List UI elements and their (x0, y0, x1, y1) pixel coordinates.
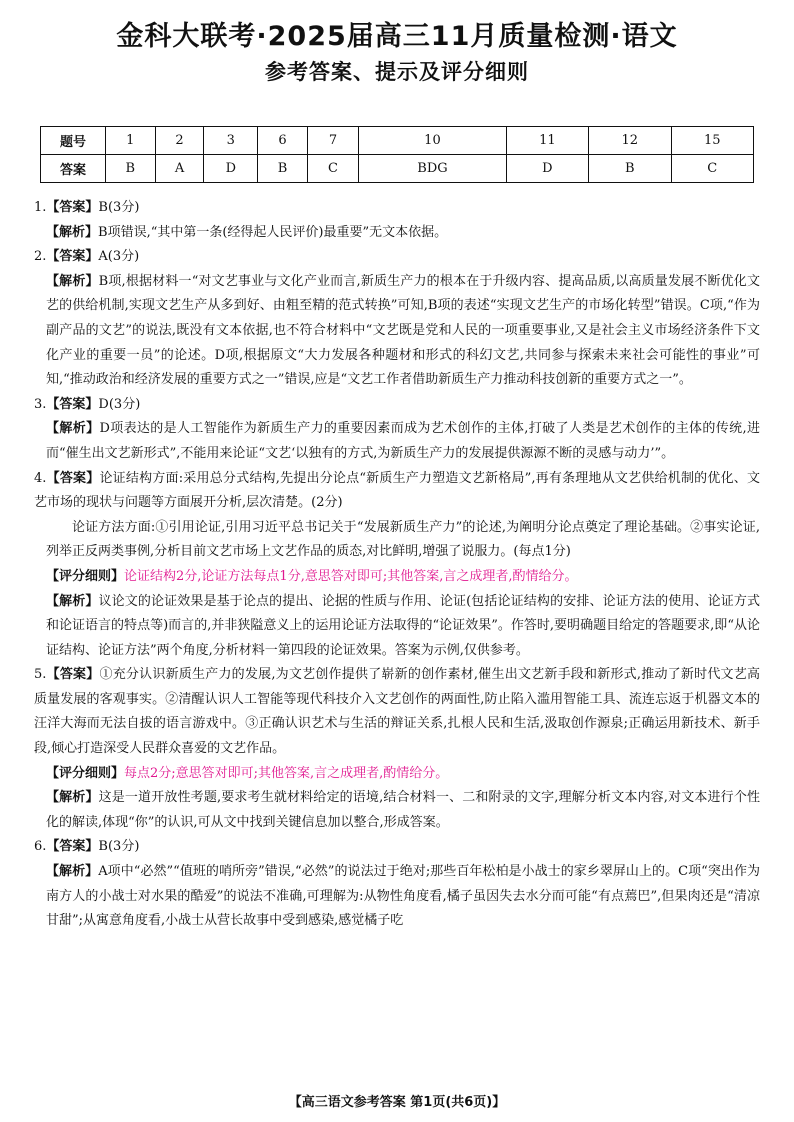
scoring-text: 论证结构2分,论证方法每点1分,意思答对即可;其他答案,言之成理者,酌情给分。 (124, 568, 578, 584)
question-number-label: 3. (34, 396, 47, 412)
answer-cell: D (204, 155, 258, 183)
analysis-tag: 【解析】 (46, 273, 99, 289)
question-number-label: 6. (34, 839, 47, 855)
question-number: 10 (359, 127, 506, 155)
answer-cell: A (155, 155, 204, 183)
page-subtitle: 参考答案、提示及评分细则 (265, 60, 529, 84)
q4-analysis (34, 590, 760, 664)
answer-text: B(3分) (98, 839, 140, 855)
question-number-label: 5. (34, 667, 47, 683)
answer-tag: 【答案】 (46, 470, 100, 486)
q3-answer (34, 393, 760, 418)
q4-scoring (34, 565, 760, 590)
question-number: 11 (506, 127, 588, 155)
question-number-label: 2. (34, 249, 47, 265)
q1-analysis (34, 221, 760, 246)
answer-body (34, 196, 760, 934)
answer-tag: 【答案】 (46, 839, 99, 855)
answer-tag: 【答案】 (46, 667, 100, 683)
q2-answer (34, 245, 760, 270)
q5-analysis (34, 786, 760, 835)
question-number: 1 (106, 127, 156, 155)
question-number-label: 4. (34, 470, 47, 486)
page-footer: 【高三语文参考答案 第1页(共6页)】 (288, 1095, 506, 1110)
q3-analysis (34, 417, 760, 466)
analysis-tag: 【解析】 (46, 864, 99, 880)
analysis-text: 议论文的论证效果是基于论点的提出、论据的性质与作用、论证(包括论证结构的安排、论证方法的使用、论证方式和论证语言的特点等)而言的,并非狭隘意义上的运用论证方法取得的“论证效果”。作答时,要明确题目给定的答题要求,即“从论证结构、论证方法”两个角度,分析材料一第四段的论证效果。答案为示例,仅供参考。 (46, 593, 760, 658)
analysis-text: 这是一道开放性考题,要求考生就材料给定的语境,结合材料一、二和附录的文字,理解分析文本内容,对文本进行个性化的解读,体现“你”的认识,可从文中找到关键信息加以整合,形成答案。 (46, 790, 760, 830)
answer-tag: 【答案】 (46, 396, 99, 412)
answer-cell: D (506, 155, 588, 183)
analysis-text: D项表达的是人工智能作为新质生产力的重要因素而成为艺术创作的主体,打破了人类是艺术创作的主体的传统,进而“催生出文艺新形式”,不能用来论证“文艺‘以独有的方式,为新质生产力的发展提供源源不断的灵感与动力’”。 (46, 421, 760, 461)
q5-scoring (34, 762, 760, 787)
q6-analysis (34, 860, 760, 934)
answer-cell: B (258, 155, 308, 183)
answer-cell: B (589, 155, 671, 183)
analysis-text: B项错误,“其中第一条(经得起人民评价)最重要”无文本依据。 (98, 224, 448, 240)
answer-text: ①充分认识新质生产力的发展,为文艺创作提供了崭新的创作素材,催生出文艺新手段和新形式,推动了新时代文艺高质量发展的客观事实。②清醒认识人工智能等现代科技介入文艺创作的两面性,防止陷入滥用智能工具、流连忘返于机器文本的汪洋大海而无法自拔的语言游戏中。③正确认识艺术与生活的辩证关系,扎根人民和生活,汲取创作源泉;正确运用新技术、新手段,倾心打造深受人民群众喜爱的文艺作品。 (34, 667, 760, 757)
q1-answer (34, 196, 760, 221)
analysis-text: A项中“必然”“值班的哨所旁”错误,“必然”的说法过于绝对;那些百年松柏是小战士的家乡翠屏山上的。C项“突出作为南方人的小战士对水果的酷爱”的说法不准确,可理解为:从物性角度看,橘子虽因失去水分而可能“有点蔫巴”,但果肉还是“清凉甘甜”;从寓意角度看,小战士从营长故事中受到感染,感觉橘子吃 (46, 864, 760, 929)
q2-analysis (34, 270, 760, 393)
answer-cell: C (307, 155, 358, 183)
q6-answer (34, 835, 760, 860)
analysis-tag: 【解析】 (46, 421, 100, 437)
answer-text: 论证结构方面:采用总分式结构,先提出分论点“新质生产力塑造文艺新格局”,再有条理地从文艺供给机制的优化、文艺市场的现状与问题等方面展开分析,层次清楚。(2分) (34, 470, 760, 511)
q5-answer (34, 663, 760, 761)
answer-table-answer-row (41, 155, 754, 183)
answer-tag: 【答案】 (46, 249, 99, 265)
answer-cell: B (106, 155, 156, 183)
analysis-tag: 【解析】 (46, 790, 99, 806)
answer-cell: C (671, 155, 753, 183)
page-title: 金科大联考·2025届高三11月质量检测·语文 (116, 21, 678, 52)
question-number: 15 (671, 127, 753, 155)
q4-answer-continued: 论证方法方面:①引用论证,引用习近平总书记关于“发展新质生产力”的论述,为阐明分论点奠定了理论基础。②事实论证,列举正反两类事例,分析目前文艺市场上文艺作品的质态,对比鲜明,增强了说服力。(每点1分) (46, 519, 760, 560)
row-label-numbers: 题号 (41, 127, 106, 155)
answer-text: A(3分) (98, 249, 140, 265)
scoring-text: 每点2分;意思答对即可;其他答案,言之成理者,酌情给分。 (124, 765, 449, 781)
question-number-label: 1. (34, 200, 47, 215)
analysis-text: B项,根据材料一“对文艺事业与文化产业而言,新质生产力的根本在于升级内容、提高品质,以高质量发展不断优化文艺的供给机制,实现文艺生产从多到好、由粗至精的范式转换”可知,B项的表述“实现文艺生产的市场化转型”错误。C项,“作为副产品的文艺”的说法,既没有文本依据,也不符合材料中“文艺既是党和人民的一项重要事业,又是社会主义市场经济条件下文化产业的重要一员”的论述。D项,根据原文“大力发展各种题材和形式的科幻文艺,共同参与探索未来社会可能性的事业”可知,“推动政治和经济发展的重要方式之一”错误,应是“文艺工作者借助新质生产力推动科技创新的重要方式之一”。 (46, 273, 760, 388)
scoring-tag: 【评分细则】 (46, 765, 125, 781)
answer-table-number-row (41, 127, 754, 155)
answer-text: D(3分) (98, 396, 141, 412)
row-label-answers: 答案 (41, 155, 106, 183)
answer-cell: BDG (359, 155, 506, 183)
question-number: 12 (589, 127, 671, 155)
analysis-tag: 【解析】 (46, 593, 99, 609)
answer-table (40, 126, 754, 183)
question-number: 2 (155, 127, 204, 155)
q4-answer (34, 467, 760, 516)
question-number: 6 (258, 127, 308, 155)
scoring-tag: 【评分细则】 (46, 568, 125, 584)
answer-text: B(3分) (98, 200, 140, 215)
answer-tag: 【答案】 (46, 200, 99, 215)
question-number: 3 (204, 127, 258, 155)
analysis-tag: 【解析】 (46, 224, 99, 240)
question-number: 7 (307, 127, 358, 155)
